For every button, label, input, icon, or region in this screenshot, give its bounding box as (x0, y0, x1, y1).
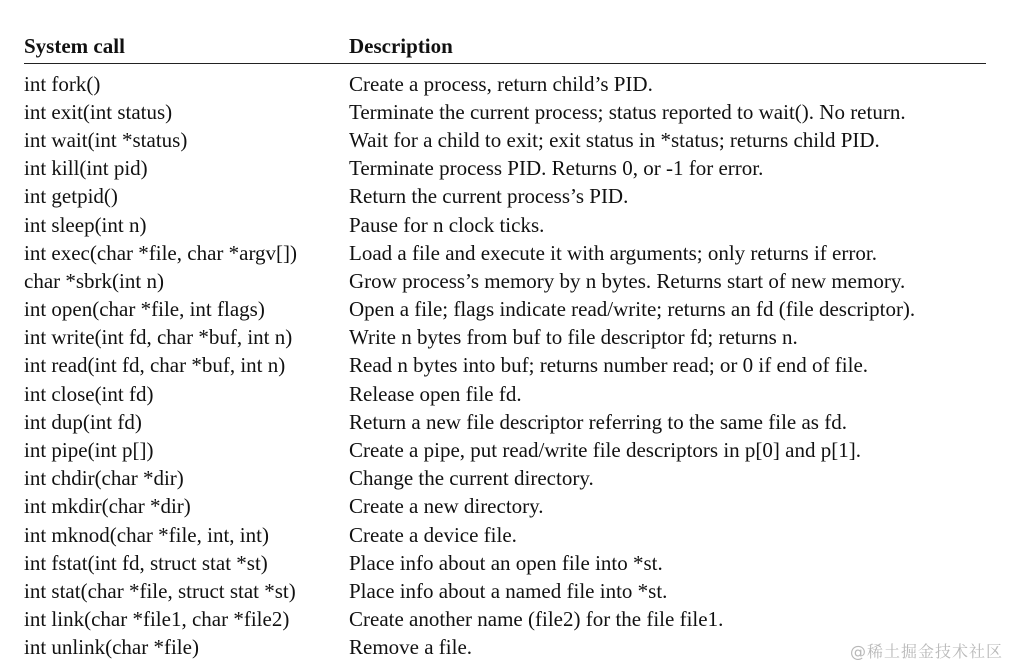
table-row (24, 493, 986, 521)
table-row (24, 155, 986, 183)
system-call-cell: int wait(int *status) (24, 127, 188, 152)
syscall-table (24, 28, 986, 662)
system-call-cell: int exit(int status) (24, 99, 173, 124)
system-call-cell: int stat(char *file, struct stat *st) (24, 578, 296, 603)
table-row (24, 239, 986, 267)
table-row (24, 296, 986, 324)
description-cell: Write n bytes from buf to file descriptor fd; returns n. (349, 325, 798, 350)
system-call-cell: int close(int fd) (24, 381, 154, 406)
table-row (24, 183, 986, 211)
description-cell: Terminate process PID. Returns 0, or -1 for error. (349, 156, 764, 181)
table-row (24, 267, 986, 295)
system-call-cell: int fork() (24, 71, 101, 96)
description-cell: Remove a file. (349, 635, 473, 660)
system-call-cell: int kill(int pid) (24, 156, 148, 181)
system-call-cell: int chdir(char *dir) (24, 466, 184, 491)
system-call-cell: int write(int fd, char *buf, int n) (24, 325, 293, 350)
system-call-cell: int mknod(char *file, int, int) (24, 522, 269, 547)
system-call-cell: char *sbrk(int n) (24, 268, 164, 293)
system-call-cell: int sleep(int n) (24, 212, 147, 237)
system-call-cell: int mkdir(char *dir) (24, 494, 191, 519)
table-row (24, 211, 986, 239)
description-cell: Open a file; flags indicate read/write; returns an fd (file descriptor). (349, 297, 916, 322)
table-row (24, 380, 986, 408)
description-cell: Create a device file. (349, 522, 517, 547)
description-cell: Return the current process’s PID. (349, 184, 629, 209)
watermark: @稀土掘金技术社区 (849, 642, 1003, 661)
table-row (24, 577, 986, 605)
header-description: Description (349, 33, 453, 58)
system-call-cell: int dup(int fd) (24, 409, 142, 434)
description-cell: Wait for a child to exit; exit status in *status; returns child PID. (349, 127, 880, 152)
description-cell: Create a new directory. (349, 494, 544, 519)
system-call-cell: int fstat(int fd, struct stat *st) (24, 550, 268, 575)
description-cell: Grow process’s memory by n bytes. Returns start of new memory. (349, 268, 906, 293)
description-cell: Place info about an open file into *st. (349, 550, 663, 575)
table-row (24, 324, 986, 352)
description-cell: Place info about a named file into *st. (349, 578, 668, 603)
table-row (24, 606, 986, 634)
table-row (24, 465, 986, 493)
system-call-cell: int open(char *file, int flags) (24, 297, 265, 322)
description-cell: Change the current directory. (349, 466, 594, 491)
table-row (24, 352, 986, 380)
table-row (24, 126, 986, 154)
description-cell: Create a pipe, put read/write file descriptors in p[0] and p[1]. (349, 438, 861, 463)
table-row (24, 549, 986, 577)
header-system-call: System call (24, 33, 125, 58)
description-cell: Release open file fd. (349, 381, 522, 406)
description-cell: Pause for n clock ticks. (349, 212, 545, 237)
table-header (24, 28, 986, 64)
system-call-cell: int exec(char *file, char *argv[]) (24, 240, 298, 265)
table-row (24, 634, 986, 662)
table-row (24, 436, 986, 464)
description-cell: Return a new file descriptor referring to the same file as fd. (349, 409, 847, 434)
table-row (24, 98, 986, 126)
description-cell: Terminate the current process; status reported to wait(). No return. (349, 99, 906, 124)
description-cell: Create another name (file2) for the file file1. (349, 607, 724, 632)
table-row (24, 408, 986, 436)
system-call-cell: int link(char *file1, char *file2) (24, 607, 290, 632)
system-call-cell: int getpid() (24, 184, 118, 209)
description-cell: Create a process, return child’s PID. (349, 71, 653, 96)
system-call-cell: int read(int fd, char *buf, int n) (24, 353, 286, 378)
table-body (24, 64, 986, 662)
description-cell: Load a file and execute it with arguments; only returns if error. (349, 240, 877, 265)
system-call-cell: int pipe(int p[]) (24, 438, 154, 463)
system-call-cell: int unlink(char *file) (24, 635, 199, 660)
table-row (24, 521, 986, 549)
table-row (24, 70, 986, 98)
description-cell: Read n bytes into buf; returns number read; or 0 if end of file. (349, 353, 869, 378)
